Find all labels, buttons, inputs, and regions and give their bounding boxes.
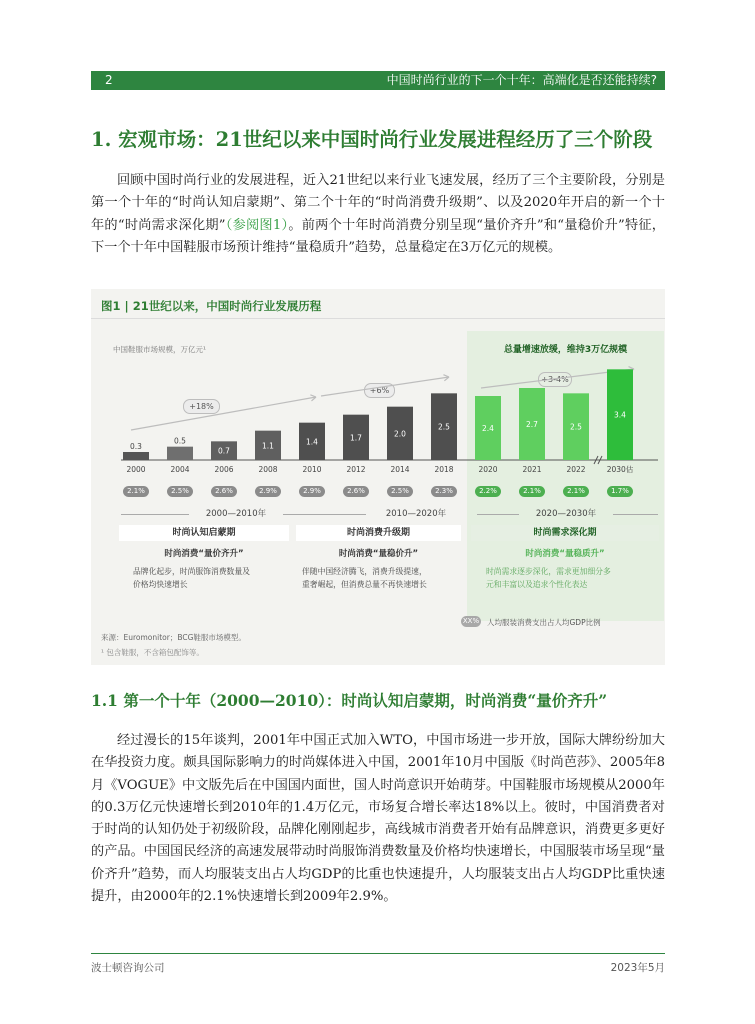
phase-desc-line: 品牌化起步，时尚服饰消费数量及	[133, 567, 250, 576]
phase-desc-line: 伴随中国经济腾飞，消费升级提速，	[302, 567, 427, 576]
figure-footnote: ¹ 包含鞋服，不含箱包配饰等。	[101, 648, 204, 657]
share-pill-2004: 2.5%	[167, 486, 193, 497]
share-pill-2000: 2.1%	[123, 486, 149, 497]
figure-1	[91, 289, 665, 665]
x-tick-label: 2012	[346, 465, 366, 474]
bar-value-label: 1.4	[306, 437, 318, 447]
bar-value-label: 2.4	[482, 424, 494, 433]
figure-title: 图1 | 21世纪以来，中国时尚行业发展历程	[101, 299, 322, 313]
intro-text-tail: 。前两个十年时尚消费分别呈现“量价齐升”和“量稳价升”特征，下一个十年中国鞋服市场预计维持“量稳质升”趋势，总量稳定在3万亿元的规模。	[91, 217, 665, 255]
footer-org: 波士顿咨询公司	[91, 962, 165, 974]
growth-label-decade1: +18%	[183, 399, 220, 414]
bar-value-label: 3.4	[614, 410, 626, 420]
x-tick-label: 2008	[258, 465, 278, 474]
bars	[121, 369, 658, 474]
bar-value-label: 2.5	[570, 422, 582, 432]
share-pill-2022: 2.1%	[563, 486, 589, 497]
body-paragraph: 经过漫长的15年谈判，2001年中国正式加入WTO，中国市场进一步开放，国际大牌纷纷加大在华投资力度。颇具国际影响力的时尚媒体进入中国，2001年10月中国版《时尚芭莎》、2005年8月《VOGUE》中文版先后在中国国内面世，国人时尚意识开始萌芽。中国鞋服市场规模从2000年的0.3万亿元快速增长到2010年的1.4万亿元，市场复合增长率达18%以上。彼时，中国消费者对于时尚的认知仍处于初级阶段，品牌化刚刚起步，高线城市消费者开始有品牌意识，消费更多更好的产品。中国国民经济的高速发展带动时尚服饰消费数量及价格均快速增长，中国服装市场呈现“量价齐升”趋势，而人均服装支出占人均GDP的比重也快速提升，人均服装支出占人均GDP比重快速提升，由2000年的2.1%快速增长到2009年2.9%。	[91, 733, 665, 905]
market-size-bar-chart	[91, 289, 665, 499]
share-pill-2010: 2.9%	[299, 486, 325, 497]
x-tick-label: 2004	[170, 465, 190, 474]
phase-desc-1	[133, 565, 250, 591]
figure-source: 来源：Euromonitor；BCG鞋服市场模型。	[101, 633, 246, 642]
bar-value-label: 2.7	[526, 420, 538, 429]
era-years-3: 2020—2030年	[535, 509, 597, 519]
phase-desc-3	[486, 565, 611, 591]
running-title: 中国时尚行业的下一个十年：高端化是否还能持续?	[386, 73, 657, 87]
phase-feature-2: 时尚消费“量稳价升”	[338, 549, 419, 559]
phase-box-2: 时尚消费升级期	[296, 525, 461, 541]
bar-value-label: 0.5	[174, 436, 186, 446]
subsection-heading: 1.1 第一个十年（2000—2010）：时尚认知启蒙期，时尚消费“量价齐升”	[91, 691, 608, 710]
footer-date: 2023年5月	[610, 962, 665, 974]
legend-pill: XX%	[462, 617, 480, 625]
phase-feature-3: 时尚消费“量稳质升”	[525, 549, 605, 559]
footer-divider	[91, 953, 665, 954]
share-pill-2018: 2.3%	[431, 486, 457, 497]
era-line	[477, 514, 519, 515]
bar-value-label: 1.7	[350, 433, 362, 443]
era-years-2: 2010—2020年	[385, 509, 447, 519]
era-years-1: 2000—2010年	[205, 509, 267, 519]
phase-desc-line: 价格均快速增长	[133, 580, 188, 589]
figure-reference-link[interactable]: （参阅图1）	[225, 217, 289, 233]
phase-desc-2	[302, 565, 427, 591]
bar-value-label: 2.0	[394, 429, 406, 439]
phase-desc-line: 时尚需求逐步深化，需求更加细分多	[486, 567, 611, 576]
section-heading: 1. 宏观市场：21世纪以来中国时尚行业发展进程经历了三个阶段	[91, 128, 653, 151]
phase-box-1: 时尚认知启蒙期	[119, 525, 289, 541]
bar-2000	[123, 452, 149, 460]
share-pill-2012: 2.6%	[343, 486, 369, 497]
share-pill-2014: 2.5%	[387, 486, 413, 497]
page-number: 2	[105, 73, 113, 87]
phase-desc-line: 重奢崛起，但消费总量不再快速增长	[302, 580, 427, 589]
forecast-panel-title: 总量增速放缓，维持3万亿规模	[503, 345, 628, 355]
x-tick-label: 2022	[566, 465, 586, 474]
share-pill-2006: 2.6%	[211, 486, 237, 497]
share-pill-2020: 2.2%	[475, 486, 501, 497]
growth-label-decade3: +3-4%	[538, 372, 572, 387]
bar-value-label: 1.1	[262, 441, 274, 451]
era-line	[121, 514, 189, 515]
phase-feature-1: 时尚消费“量价齐升”	[164, 549, 244, 559]
bar-value-label: 0.7	[218, 446, 230, 456]
bar-value-label: 2.5	[438, 422, 450, 432]
x-tick-label: 2030估	[606, 465, 634, 474]
x-tick-label: 2010	[302, 465, 322, 474]
x-tick-label: 2020	[478, 465, 498, 474]
growth-label-decade2: +6%	[364, 383, 395, 398]
legend-text: 人均服装消费支出占人均GDP比例	[487, 618, 601, 627]
bar-value-label: 0.3	[130, 442, 142, 451]
chart-unit-label: 中国鞋服市场规模，万亿元¹	[113, 345, 207, 354]
intro-paragraph	[91, 170, 665, 259]
x-tick-label: 2000	[126, 465, 146, 474]
bar-2004	[167, 447, 193, 460]
growth-arrow-2	[321, 377, 449, 396]
phase-box-3: 时尚需求深化期	[471, 525, 659, 541]
phase-desc-line: 元和丰富以及追求个性化表达	[486, 580, 588, 589]
growth-arrows	[131, 367, 634, 430]
share-pill-2008: 2.9%	[255, 486, 281, 497]
share-pill-2030估: 1.7%	[607, 486, 633, 497]
era-line	[613, 514, 658, 515]
growth-arrow-1	[131, 397, 316, 430]
share-pill-2021: 2.1%	[519, 486, 545, 497]
x-tick-label: 2014	[390, 465, 410, 474]
x-tick-label: 2018	[434, 465, 454, 474]
intro-text: 回顾中国时尚行业的发展进程，近入21世纪以来行业飞速发展，经历了三个主要阶段，分别是第一个十年的“时尚认知启蒙期”、第二个十年的“时尚消费升级期”、以及2020年开启的新一个十年的“时尚需求深化期”	[91, 173, 665, 233]
x-tick-label: 2006	[214, 465, 234, 474]
era-line	[296, 514, 366, 515]
x-tick-label: 2021	[522, 465, 542, 474]
header-bar	[91, 71, 665, 90]
